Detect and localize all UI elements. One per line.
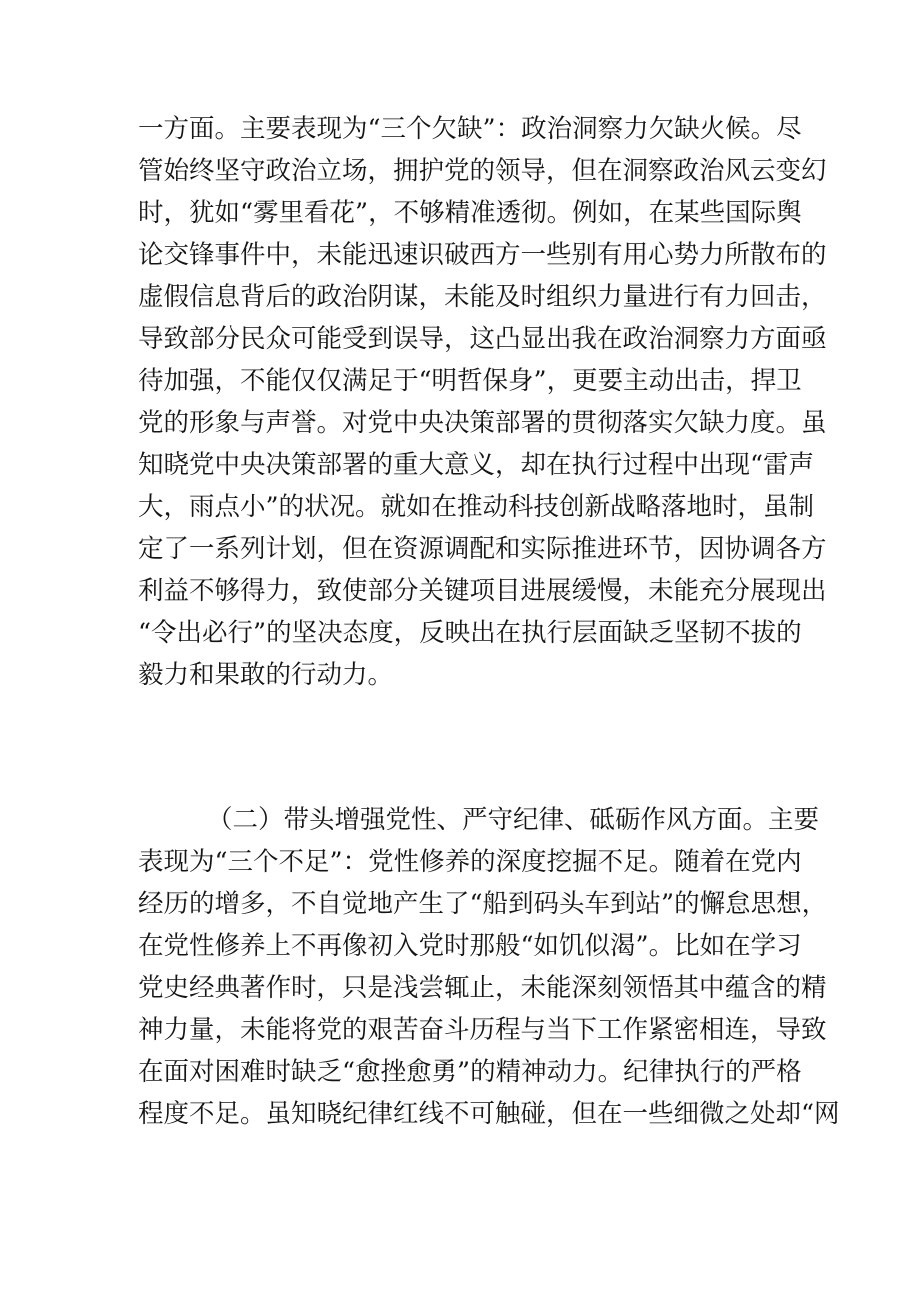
- section-heading-line: （二）带头增强党性、严守纪律、砥砺作风方面。主要: [207, 805, 820, 835]
- paragraph-political-insight: [138, 108, 827, 696]
- text-line: 神力量，未能将党的艰苦奋斗历程与当下工作紧密相连，导致: [138, 1015, 827, 1045]
- text-line: 利益不够得力，致使部分关键项目进展缓慢，未能充分展现出: [138, 576, 827, 606]
- text-line: 知晓党中央决策部署的重大意义，却在执行过程中出现“雷声: [138, 450, 815, 480]
- text-line: 程度不足。虽知晓纪律红线不可触碰，但在一些细微之处却“网: [138, 1099, 840, 1129]
- text-line: 党的形象与声誉。对党中央决策部署的贯彻落实欠缺力度。虽: [138, 408, 827, 438]
- text-line: 定了一系列计划，但在资源调配和实际推进环节，因协调各方: [138, 534, 827, 564]
- text-line: 经历的增多，不自觉地产生了“船到码头车到站”的懈怠思想，: [138, 889, 828, 919]
- text-line: 在党性修养上不再像初入党时那般“如饥似渴”。比如在学习: [138, 931, 802, 961]
- text-line: 党史经典著作时，只是浅尝辄止，未能深刻领悟其中蕴含的精: [138, 973, 827, 1003]
- text-line: 论交锋事件中，未能迅速识破西方一些别有用心势力所散布的: [138, 240, 827, 270]
- text-line: 导致部分民众可能受到误导，这凸显出我在政治洞察力方面亟: [138, 324, 827, 354]
- text-line: “令出必行”的坚决态度，反映出在执行层面缺乏坚韧不拔的: [138, 618, 802, 648]
- text-line: 待加强，不能仅仅满足于“明哲保身”，更要主动出击，捍卫: [138, 366, 802, 396]
- text-line: 表现为“三个不足”：党性修养的深度挖掘不足。随着在党内: [138, 847, 802, 877]
- text-line: 在面对困难时缺乏“愈挫愈勇”的精神动力。纪律执行的严格: [138, 1057, 802, 1087]
- paragraph-party-spirit: [138, 799, 840, 1135]
- text-line: 一方面。主要表现为“三个欠缺”：政治洞察力欠缺火候。尽: [138, 114, 802, 144]
- text-line: 毅力和果敢的行动力。: [138, 660, 394, 690]
- text-line: 大，雨点小”的状况。就如在推动科技创新战略落地时，虽制: [138, 492, 815, 522]
- text-line: 管始终坚守政治立场，拥护党的领导，但在洞察政治风云变幻: [138, 156, 827, 186]
- text-line: 时，犹如“雾里看花”，不够精准透彻。例如，在某些国际舆: [138, 198, 802, 228]
- text-line: 虚假信息背后的政治阴谋，未能及时组织力量进行有力回击，: [138, 282, 827, 312]
